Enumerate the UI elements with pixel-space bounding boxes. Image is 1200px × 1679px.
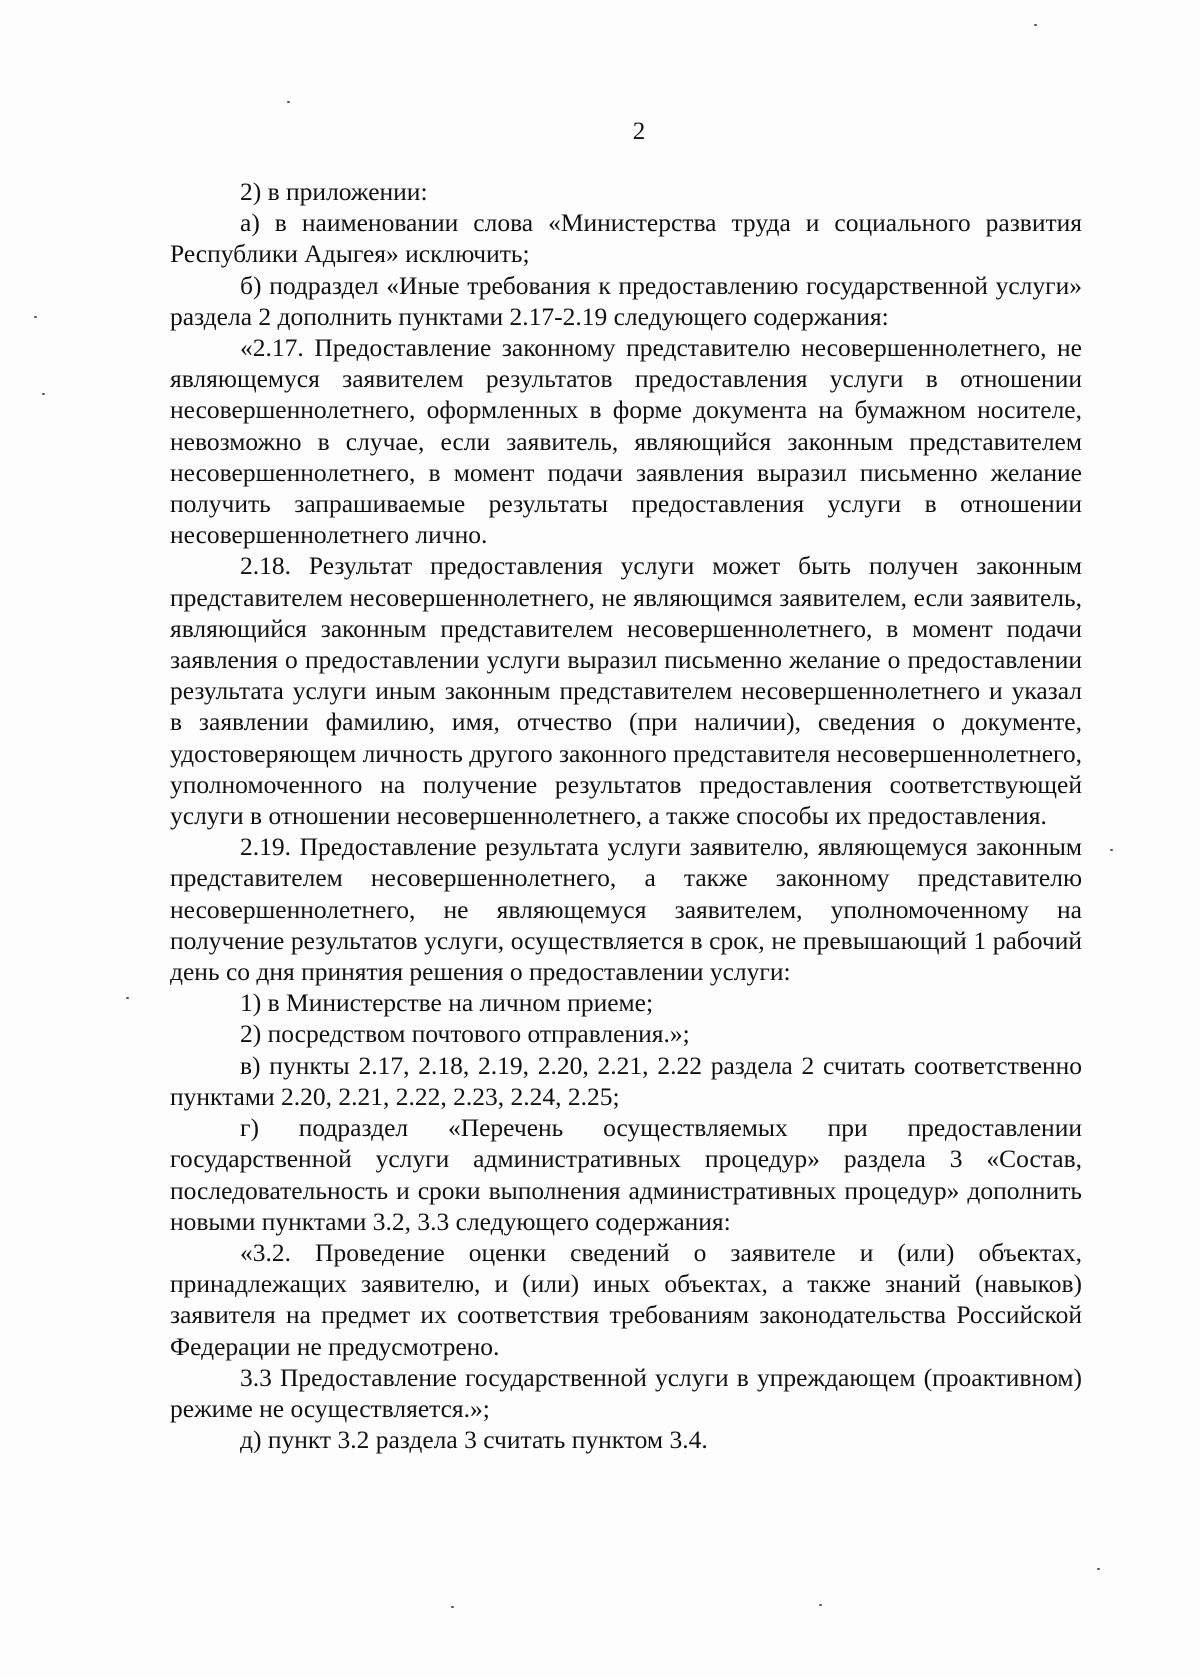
list-item-2: 2) посредством почтового отправления.»; — [240, 1019, 690, 1049]
paragraph-3-2: «3.2. Проведение оценки сведений о заявителе и (или) объектах, принадлежащих заявителю, и (или) иных объектах, а также знаний (навыков) заявителя на предмет их соответствия требованиям законодательства Российской Федерации не предусмотрено. — [170, 1237, 1082, 1361]
scan-speck — [1110, 849, 1113, 851]
scan-speck — [451, 1606, 454, 1608]
paragraph-g: г) подраздел «Перечень осуществляемых при предоставлении государственной услуги административных процедур» раздела 3 «Состав, последовательность и сроки выполнения административных процедур» дополнить новыми пунктами 3.2, 3.3 следующего содержания: — [170, 1113, 1082, 1236]
paragraph-v: в) пункты 2.17, 2.18, 2.19, 2.20, 2.21, 2.22 раздела 2 считать соответственно пунктами 2.20, 2.21, 2.22, 2.23, 2.24, 2.25; — [170, 1050, 1082, 1111]
paragraph-3-3: 3.3 Предоставление государственной услуги в упреждающем (проактивном) режиме не осуществляется.»; — [170, 1362, 1082, 1423]
document-body — [170, 176, 1082, 1455]
paragraph-appendix: 2) в приложении: — [240, 177, 428, 206]
scan-speck — [287, 101, 290, 103]
scan-speck — [34, 316, 37, 318]
scan-speck — [1034, 24, 1037, 26]
paragraph-2-17: «2.17. Предоставление законному представителю несовершеннолетнего, не являющемуся заявителем результатов предоставления услуги в отношении несовершеннолетнего, оформленных в форме документа на бумажном носителе, невозможно в случае, если заявитель, являющийся законным представителем несовершеннолетнего, в момент подачи заявления выразил письменно желание получить запрашиваемые результаты предоставления услуги в отношении несовершеннолетнего лично. — [170, 333, 1082, 550]
paragraph-2-19: 2.19. Предоставление результата услуги заявителю, являющемуся законным представителем несовершеннолетнего, а также законному представителю несовершеннолетнего, не являющемуся заявителем, уполномоченному на получение результатов услуги, осуществляется в срок, не превышающий 1 рабочий день со дня принятия решения о предоставлении услуги: — [170, 832, 1082, 987]
paragraph-a: а) в наименовании слова «Министерства труда и социального развития Республики Адыгея» исключить; — [170, 208, 1082, 269]
paragraph-d: д) пункт 3.2 раздела 3 считать пунктом 3.4. — [240, 1425, 708, 1455]
scan-speck — [1097, 1568, 1100, 1570]
paragraph-2-18: 2.18. Результат предоставления услуги может быть получен законным представителем несовершеннолетнего, не являющимся заявителем, если заявитель, являющийся законным представителем несовершеннолетнего, в момент подачи заявления о предоставлении услуги выразил письменно желание о предоставлении результата услуги иным законным представителем несовершеннолетнего и указал в заявлении фамилию, имя, отчество (при наличии), сведения о документе, удостоверяющем личность другого законного представителя несовершеннолетнего, уполномоченного на получение результатов предоставления соответствующей услуги в отношении несовершеннолетнего, а также способы их предоставления. — [170, 551, 1082, 831]
paragraph-b: б) подраздел «Иные требования к предоставлению государственной услуги» раздела 2 дополнить пунктами 2.17-2.19 следующего содержания: — [170, 270, 1082, 331]
scan-speck — [126, 997, 129, 999]
scan-speck — [42, 393, 45, 395]
list-item-1: 1) в Министерстве на личном приеме; — [240, 988, 654, 1018]
page-number: 2 — [632, 118, 646, 145]
scan-speck — [819, 1604, 822, 1606]
